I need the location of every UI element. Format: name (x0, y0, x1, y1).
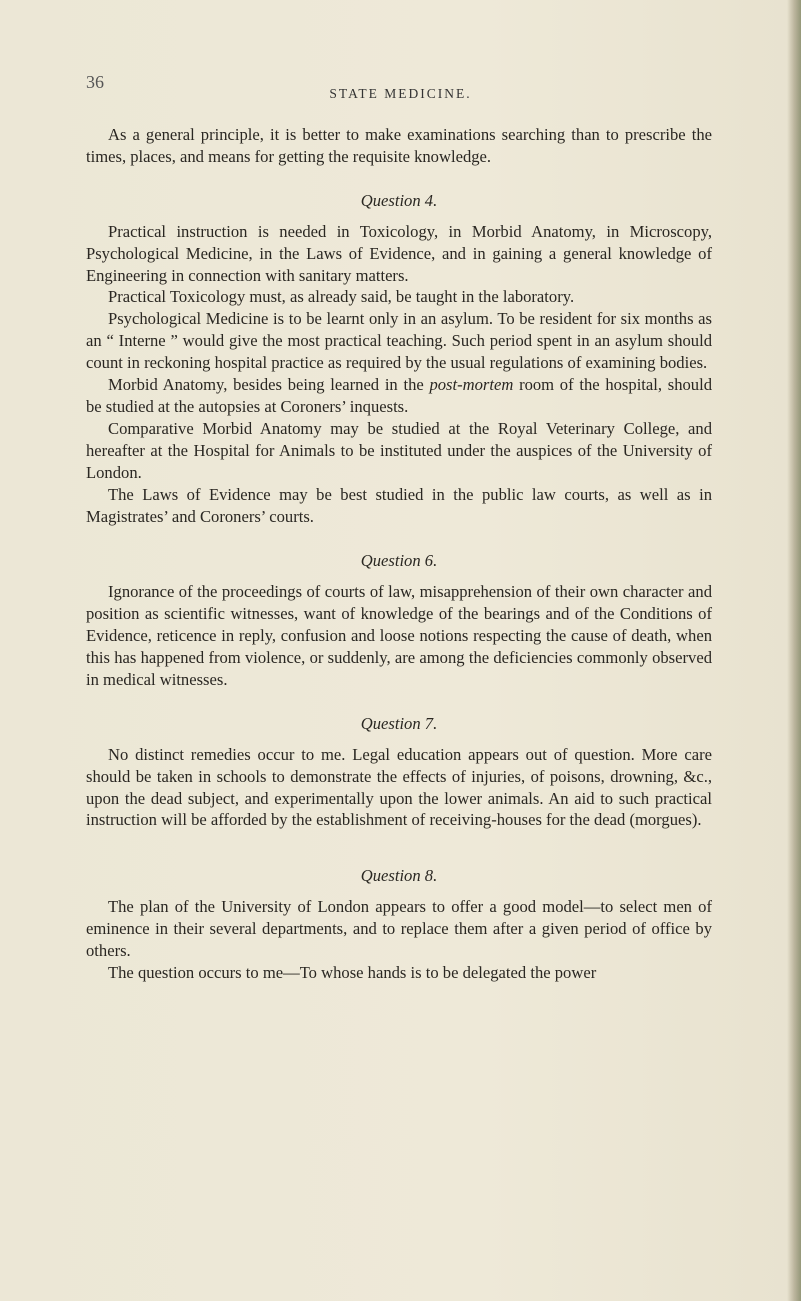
intro-paragraph: As a general principle, it is better to make examinations searching than to prescribe the times, places, and means for getting the requisite knowledge. (86, 125, 712, 166)
q4-morbid-text-after: room of the hospital, should be studied at the autopsies at Coroners’ inquests. (86, 375, 713, 416)
q4-paragraph-5: Comparative Morbid Anatomy may be studied at the Royal Veterinary College, and hereafter at the Hospital for Animals to be instituted under the auspices of the University of London. (86, 418, 712, 482)
question-4-heading: Question 4. (360, 190, 438, 210)
q4-paragraph-3: Psychological Medicine is to be learnt only in an asylum. To be resident for six months as an “ Interne ” would give the most practical teaching. Such period spent in an asylum should count in reckoning hospital practice as required by the usual regulations of examining bodies. (86, 309, 712, 373)
q4-paragraph-1: Practical instruction is needed in Toxicology, in Morbid Anatomy, in Microscopy, Psychological Medicine, in the Laws of Evidence, and in gaining a general knowledge of Engineering in connection with sanitary matters. (86, 221, 712, 285)
q4-morbid-italic: post-mortem (429, 375, 514, 395)
q4-paragraph-2: Practical Toxicology must, as already said, be taught in the laboratory. (108, 287, 575, 307)
running-title: STATE MEDICINE. (329, 86, 472, 101)
q4-paragraph-6: The Laws of Evidence may be best studied in the public law courts, as well as in Magistrates’ and Coroners’ courts. (86, 484, 712, 526)
page-text (86, 124, 712, 984)
question-6-heading: Question 6. (360, 551, 438, 571)
q8-paragraph-2: The question occurs to me—To whose hands is to be delegated the power (108, 963, 597, 982)
q4-morbid-text-before: Morbid Anatomy, besides being learned in the (108, 375, 430, 395)
question-8-heading: Question 8. (360, 866, 438, 886)
q7-paragraph-1: No distinct remedies occur to me. Legal education appears out of question. More care should be taken in schools to demonstrate the effects of injuries, of poisons, drowning, &c., upon the dead subject, and experimentally upon the lower animals. An aid to such practical instruction will be afforded by the establishment of receiving-houses for the dead (morgues). (86, 744, 712, 830)
q4-paragraph-morbid-anatomy (86, 374, 712, 418)
page-number: 36 (86, 72, 104, 92)
page-binding-edge (787, 0, 801, 1301)
q8-paragraph-1: The plan of the University of London appears to offer a good model—to select men of eminence in their several departments, and to replace them after a given period of office by others. (86, 897, 712, 961)
q6-paragraph-1: Ignorance of the proceedings of courts of law, misapprehension of their own character and position as scientific witnesses, want of knowledge of the bearings and of the Conditions of Evidence, reticence in reply, confusion and loose notions respecting the cause of death, when this has happened from violence, or suddenly, are among the deficiencies commonly observed in medical witnesses. (86, 582, 712, 689)
question-7-heading: Question 7. (360, 713, 438, 733)
